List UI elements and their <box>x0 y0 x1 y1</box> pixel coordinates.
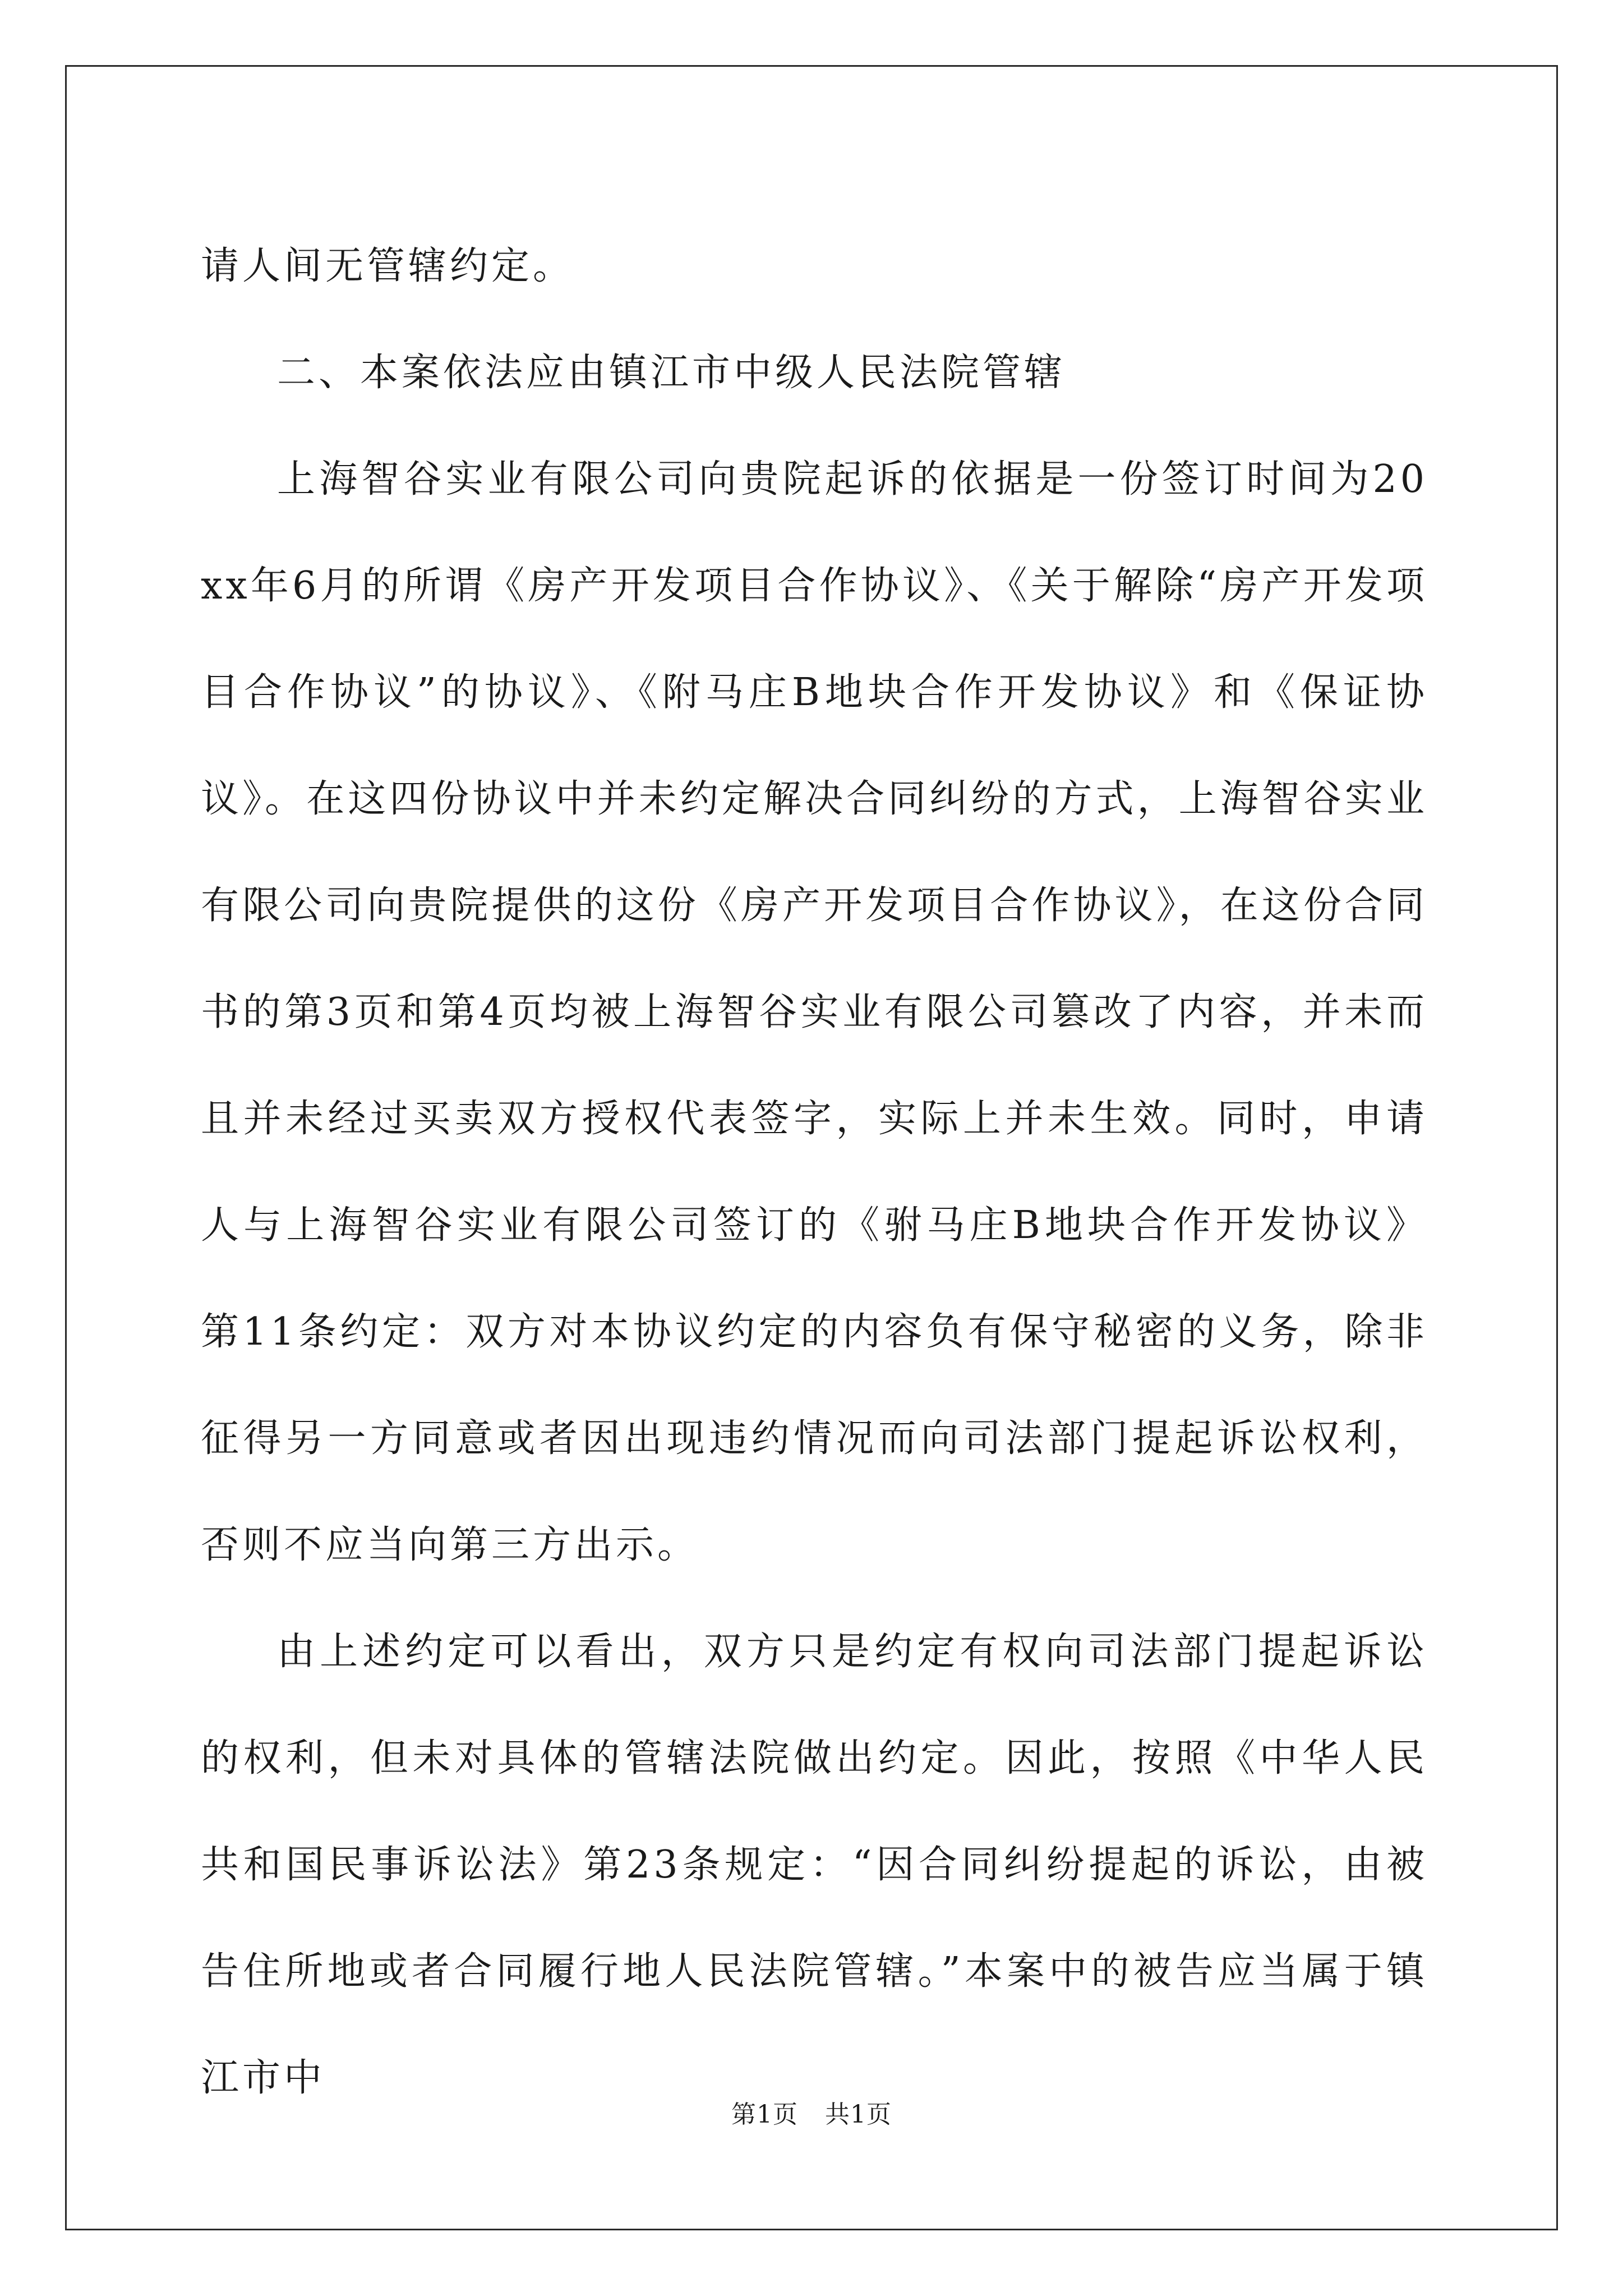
body-paragraph-2: 由上述约定可以看出，双方只是约定有权向司法部门提起诉讼的权利，但未对具体的管辖法院做出约定。因此，按照《中华人民共和国民事诉讼法》第23条规定：“因合同纠纷提起的诉讼，由被告住所地或者合同履行地人民法院管辖。”本案中的被告应当属于镇江市中 <box>201 1630 1428 2100</box>
continued-paragraph: 请人间无管辖约定。 <box>201 244 575 288</box>
body-paragraph-1: 上海智谷实业有限公司向贵院起诉的依据是一份签订时间为20xx年6月的所谓《房产开发项目合作协议》、《关于解除“房产开发项目合作协议”的协议》、《附马庄B地块合作开发协议》和《保证协议》。在这四份协议中并未约定解决合同纠纷的方式，上海智谷实业有限公司向贵院提供的这份《房产开发项目合作协议》，在这份合同书的第3页和第4页均被上海智谷实业有限公司篡改了内容，并未而且并未经过买卖双方授权代表签字，实际上并未生效。同时，申请人与上海智谷实业有限公司签订的《驸马庄B地块合作开发协议》第11条约定：双方对本协议约定的内容负有保守秘密的义务，除非征得另一方同意或者因出现违约情况而向司法部门提起诉讼权利，否则不应当向第三方出示。 <box>201 457 1428 1567</box>
section-heading: 二、本案依法应由镇江市中级人民法院管辖 <box>277 351 1066 395</box>
page-footer <box>0 2098 1623 2132</box>
page-number: 第1页 <box>731 2100 798 2129</box>
document-body <box>201 213 1428 2132</box>
page-total: 共1页 <box>825 2100 892 2129</box>
